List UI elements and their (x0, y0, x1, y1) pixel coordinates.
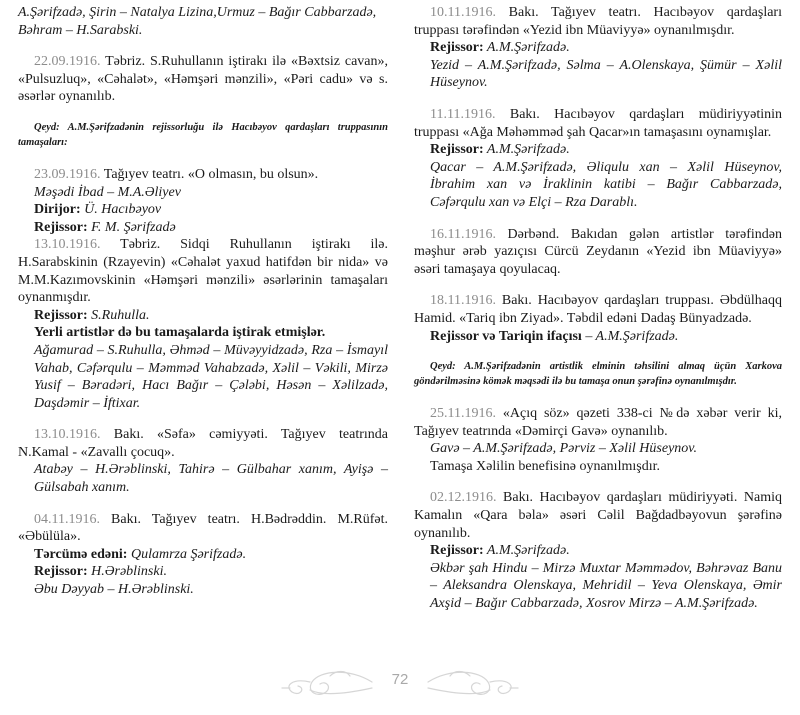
director-label: Rejissor: (430, 142, 484, 158)
entry-date: 10.11.1916. (430, 5, 496, 20)
entry-date: 13.10.1916. (34, 427, 101, 443)
cast-line: Əbu Dəyyab – H.Ərəblinski. (34, 582, 194, 598)
cast-line: Atabəy – H.Ərəblinski, Tahirə – Gülbahar xanım, Ayişə – Gülsabah xanım. (34, 462, 388, 496)
note-text: Qeyd: A.M.Şərifzadənin artistlik elminin təhsilini almaq üçün Xarkova göndərilməsinə kömək məqsədi ilə bu tamaşa onun şərəfinə oynanılmışdır. (414, 361, 782, 388)
page-number: 72 (391, 671, 409, 688)
director-value: A.M.Şərifzadə. (483, 40, 570, 56)
director-label: Rejissor: (430, 543, 484, 559)
cast-line: Bəhram – H.Sarabski. (18, 22, 143, 38)
director-label: Rejissor: (34, 307, 88, 323)
note-text: Qeyd: A.M.Şərifzadənin rejissorluğu ilə Hacıbəyov qardaşları truppasının tamaşaları: (18, 121, 388, 148)
entry-22-09-1916 (18, 53, 388, 106)
entry-date: 11.11.1916. (430, 106, 496, 122)
local-artists-heading: Yerli artistlər də bu tamaşalarda iştirak etmişlər. (34, 325, 326, 341)
entry-text: Bakı. Hacıbəyov qardaşları müdiriyyətinin truppası «Ağa Məhəmməd şah Qacar»ın tamaşasını oynamışlar. (414, 106, 782, 140)
entry-10-11-1916 (414, 4, 782, 92)
director-label: Rejissor: (34, 219, 88, 235)
entry-continued (18, 4, 388, 39)
director-label: Rejissor: (34, 564, 88, 580)
entry-date: 25.11.1916. (430, 406, 496, 422)
entry-date: 18.11.1916. (430, 293, 496, 309)
entry-11-11-1916 (414, 106, 782, 212)
entry-date: 23.09.1916. (34, 166, 101, 182)
entry-13-10-1916-baku (18, 426, 388, 496)
entry-text: Bakı. «Səfa» cəmiyyəti. Tağıyev teatrında N.Kamal - «Zavallı çocuq». (18, 427, 388, 460)
entry-date: 16.11.1916. (430, 226, 496, 242)
cast-line: Ağamurad – S.Ruhulla, Əhməd – Müvəyyidzadə, Rza – İsmayıl Vahab, Cəfərqulu – Məmməd Vahabzadə, Xəlil – Vəkili, Mirzə Yusif – Bəradəri, Hacı Bağır – Çələbi, Həsən – Xəlilzadə, Daşdəmir – İftixar. (34, 342, 388, 411)
entry-text: Bakı. Tağıyev teatrı. H.Bədrəddin. M.Rüfət. «Əbülüla». (18, 511, 388, 545)
director-value: F. M. Şərifzadə (87, 219, 176, 235)
conductor-value: Ü. Hacıbəyov (80, 202, 162, 218)
cast-line: Məşədi İbad – M.A.Əliyev (34, 184, 181, 200)
cast-line: Qacar – A.M.Şərifzadə, Əliqulu xan – Xəlil Hüseynov, İbrahim xan və İraklinin katibi – Bağır Cabbarzadə, Cəfərqulu xan və Elçi – Rza Darablı. (430, 159, 782, 210)
entry-18-11-1916 (414, 292, 782, 345)
entry-text: Dərbənd. Bakıdan gələn artistlər tərəfindən məşhur ərəb yazıçısı Cürcü Zeydanın «Yezid ibn Müaviyyə» əsəri tamaşaya qoyulacaq. (414, 226, 782, 277)
entry-date: 04.11.1916. (34, 511, 100, 527)
conductor-label: Dirijor: (34, 202, 81, 218)
entry-text: Təbriz. S.Ruhullanın iştirakı ilə «Bəxtsiz cavan», «Pulsuzluq», «Cəhalət», «Həmşəri mənzili», «Pəri cadu» və s. əsərlər oynanılıb. (18, 54, 388, 105)
translator-value: Qulamrza Şərifzadə. (127, 546, 247, 562)
right-column (414, 4, 782, 627)
director-value: S.Ruhulla. (87, 307, 150, 323)
entry-text: Bakı. Hacıbəyov qardaşları truppası. Əbdülhaqq Hamid. «Tariq ibn Ziyad». Təbdil edəni Dadaş Bünyadzadə. (414, 293, 782, 326)
entry-02-12-1916 (414, 489, 782, 612)
entry-text: Tağıyev teatrı. «O olmasın, bu olsun». (100, 166, 319, 182)
director-value: A.M.Şərifzadə. (483, 543, 570, 559)
cast-line: Yezid – A.M.Şərifzadə, Səlma – A.Olenskaya, Şümür – Xəlil Hüseynov. (430, 57, 782, 91)
director-value: H.Ərəblinski. (87, 564, 167, 580)
director-label: Rejissor və Tariqin ifaçısı (430, 328, 582, 344)
cast-line: A.Şərifzadə, Şirin – Natalya Lizina,Urmuz – Bağır Cabbarzadə, (18, 5, 377, 20)
director-label: Rejissor: (430, 40, 484, 56)
cast-line: Gavə – A.M.Şərifzadə, Pərviz – Xəlil Hüseynov. (430, 441, 697, 457)
cast-line: Əkbər şah Hindu – Mirzə Muxtar Məmmədov, Bəhrəvaz Banu – Aleksandra Olenskaya, Mehridil – Yeva Olenskaya, Əmir Axşid – Bağır Cabbarzadə, Xosrov Mirzə – A.M.Şərifzadə. (430, 560, 782, 612)
entry-text: Təbriz. Sidqi Ruhullanın iştirakı ilə. H.Sarabskinin (Rzayevin) «Cəhalət yaxud hatifdən bir nida» və M.M.Kazımovskinin «Həmşəri mənzili» əsərlərinin tamaşaları oynanmışdır. (18, 237, 388, 306)
director-value: – A.M.Şərifzadə. (581, 328, 679, 344)
left-column (18, 4, 388, 613)
translator-label: Tərcümə edəni: (34, 546, 128, 562)
entry-text: «Açıq söz» qəzeti 338-ci №də xəbər verir ki, Tağıyev teatrında «Dəmirçi Gavə» oynanılıb. (414, 406, 782, 439)
entry-25-11-1916 (414, 405, 782, 475)
entry-13-10-1916-tabriz (18, 236, 388, 412)
entry-date: 13.10.1916. (34, 237, 101, 253)
entry-date: 02.12.1916. (430, 490, 497, 506)
page-footer (0, 664, 800, 710)
entry-text: Bakı. Hacıbəyov qardaşları müdiriyyəti. Namiq Kamalın «Qara bəla» əsəri Cəlil Bağdadbəyovun şərəfinə oynanılıb. (414, 490, 782, 541)
director-value: A.M.Şərifzadə. (483, 142, 570, 158)
entry-16-11-1916 (414, 226, 782, 279)
entry-date: 22.09.1916. (34, 54, 101, 70)
entry-23-09-1916 (18, 166, 388, 236)
entry-04-11-1916 (18, 511, 388, 599)
benefit-note: Tamaşa Xəlilin benefisinə oynanılmışdır. (430, 458, 660, 474)
entry-text: Bakı. Tağıyev teatrı. Hacıbəyov qardaşları truppası tərəfindən «Yezid ibn Müaviyyə» oynanılmışdır. (414, 5, 782, 38)
